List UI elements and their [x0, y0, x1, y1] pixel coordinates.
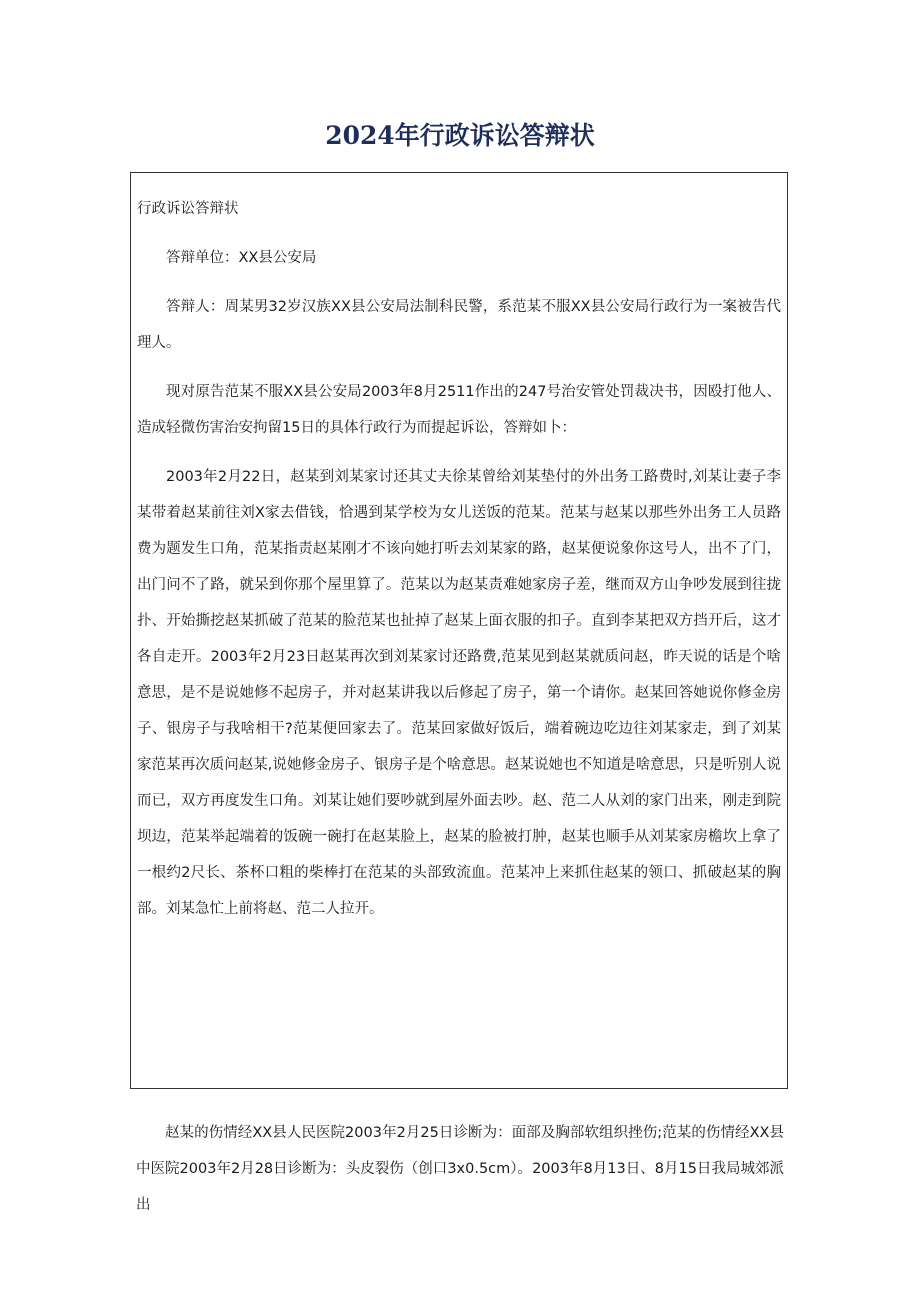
- respondent-person: 答辩人：周某男32岁汉族XX县公安局法制科民警，系范某不服XX县公安局行政行为一案被告代理人。: [137, 299, 781, 351]
- content-box: [130, 172, 788, 1089]
- injury-paragraph: 赵某的伤情经XX县人民医院2003年2月25日诊断为：面部及胸部软组织挫伤;范某的伤情经XX县中医院2003年2月28日诊断为：头皮裂伤（创口3x0.5cm）。2003年8月13日、8月15日我局城郊派出: [136, 1125, 784, 1213]
- box-heading: 行政诉讼答辩状: [137, 201, 239, 217]
- document-title: 2024年行政诉讼答辩状: [325, 121, 595, 150]
- respondent-unit: 答辩单位：XX县公安局: [166, 250, 317, 266]
- intro-paragraph: 现对原告范某不服XX县公安局2003年8月2511作出的247号治安管处罚裁决书，因殴打他人、造成轻微伤害治安拘留15日的具体行政行为而提起诉讼，答辩如卜：: [137, 384, 781, 436]
- facts-paragraph: 2003年2月22日，赵某到刘某家讨还其丈夫徐某曾给刘某垫付的外出务工路费时,刘某让妻子李某带着赵某前往刘X家去借钱，恰遇到某学校为女儿送饭的范某。范某与赵某以那些外出务工人员路费为题发生口角，范某指责赵某刚才不该向她打听去刘某家的路，赵某便说象你这号人，出不了门，出门问不了路，就呆到你那个屋里算了。范某以为赵某责难她家房子差，继而双方山争吵发展到往拢扑、开始撕挖赵某抓破了范某的脸范某也扯掉了赵某上面衣服的扣子。直到李某把双方挡开后，这才各自走开。2003年2月23日赵某再次到刘某家讨还路费,范某见到赵某就质问赵，昨天说的话是个啥意思，是不是说她修不起房子，并对赵某讲我以后修起了房子，第一个请你。赵某回答她说你修金房子、银房子与我啥相干?范某便回家去了。范某回家做好饭后，端着碗边吃边往刘某家走，到了刘某家范某再次质问赵某,说她修金房子、银房子是个啥意思。赵某说她也不知道是啥意思，只是听别人说而已，双方再度发生口角。刘某让她们要吵就到屋外面去吵。赵、范二人从刘的家门出来，刚走到院坝边，范某举起端着的饭碗一碗打在赵某脸上，赵某的脸被打肿，赵某也顺手从刘某家房檐坎上拿了一根约2尺长、茶杯口粗的柴棒打在范某的头部致流血。范某冲上来抓住赵某的领口、抓破赵某的胸部。刘某急忙上前将赵、范二人拉开。: [137, 469, 781, 917]
